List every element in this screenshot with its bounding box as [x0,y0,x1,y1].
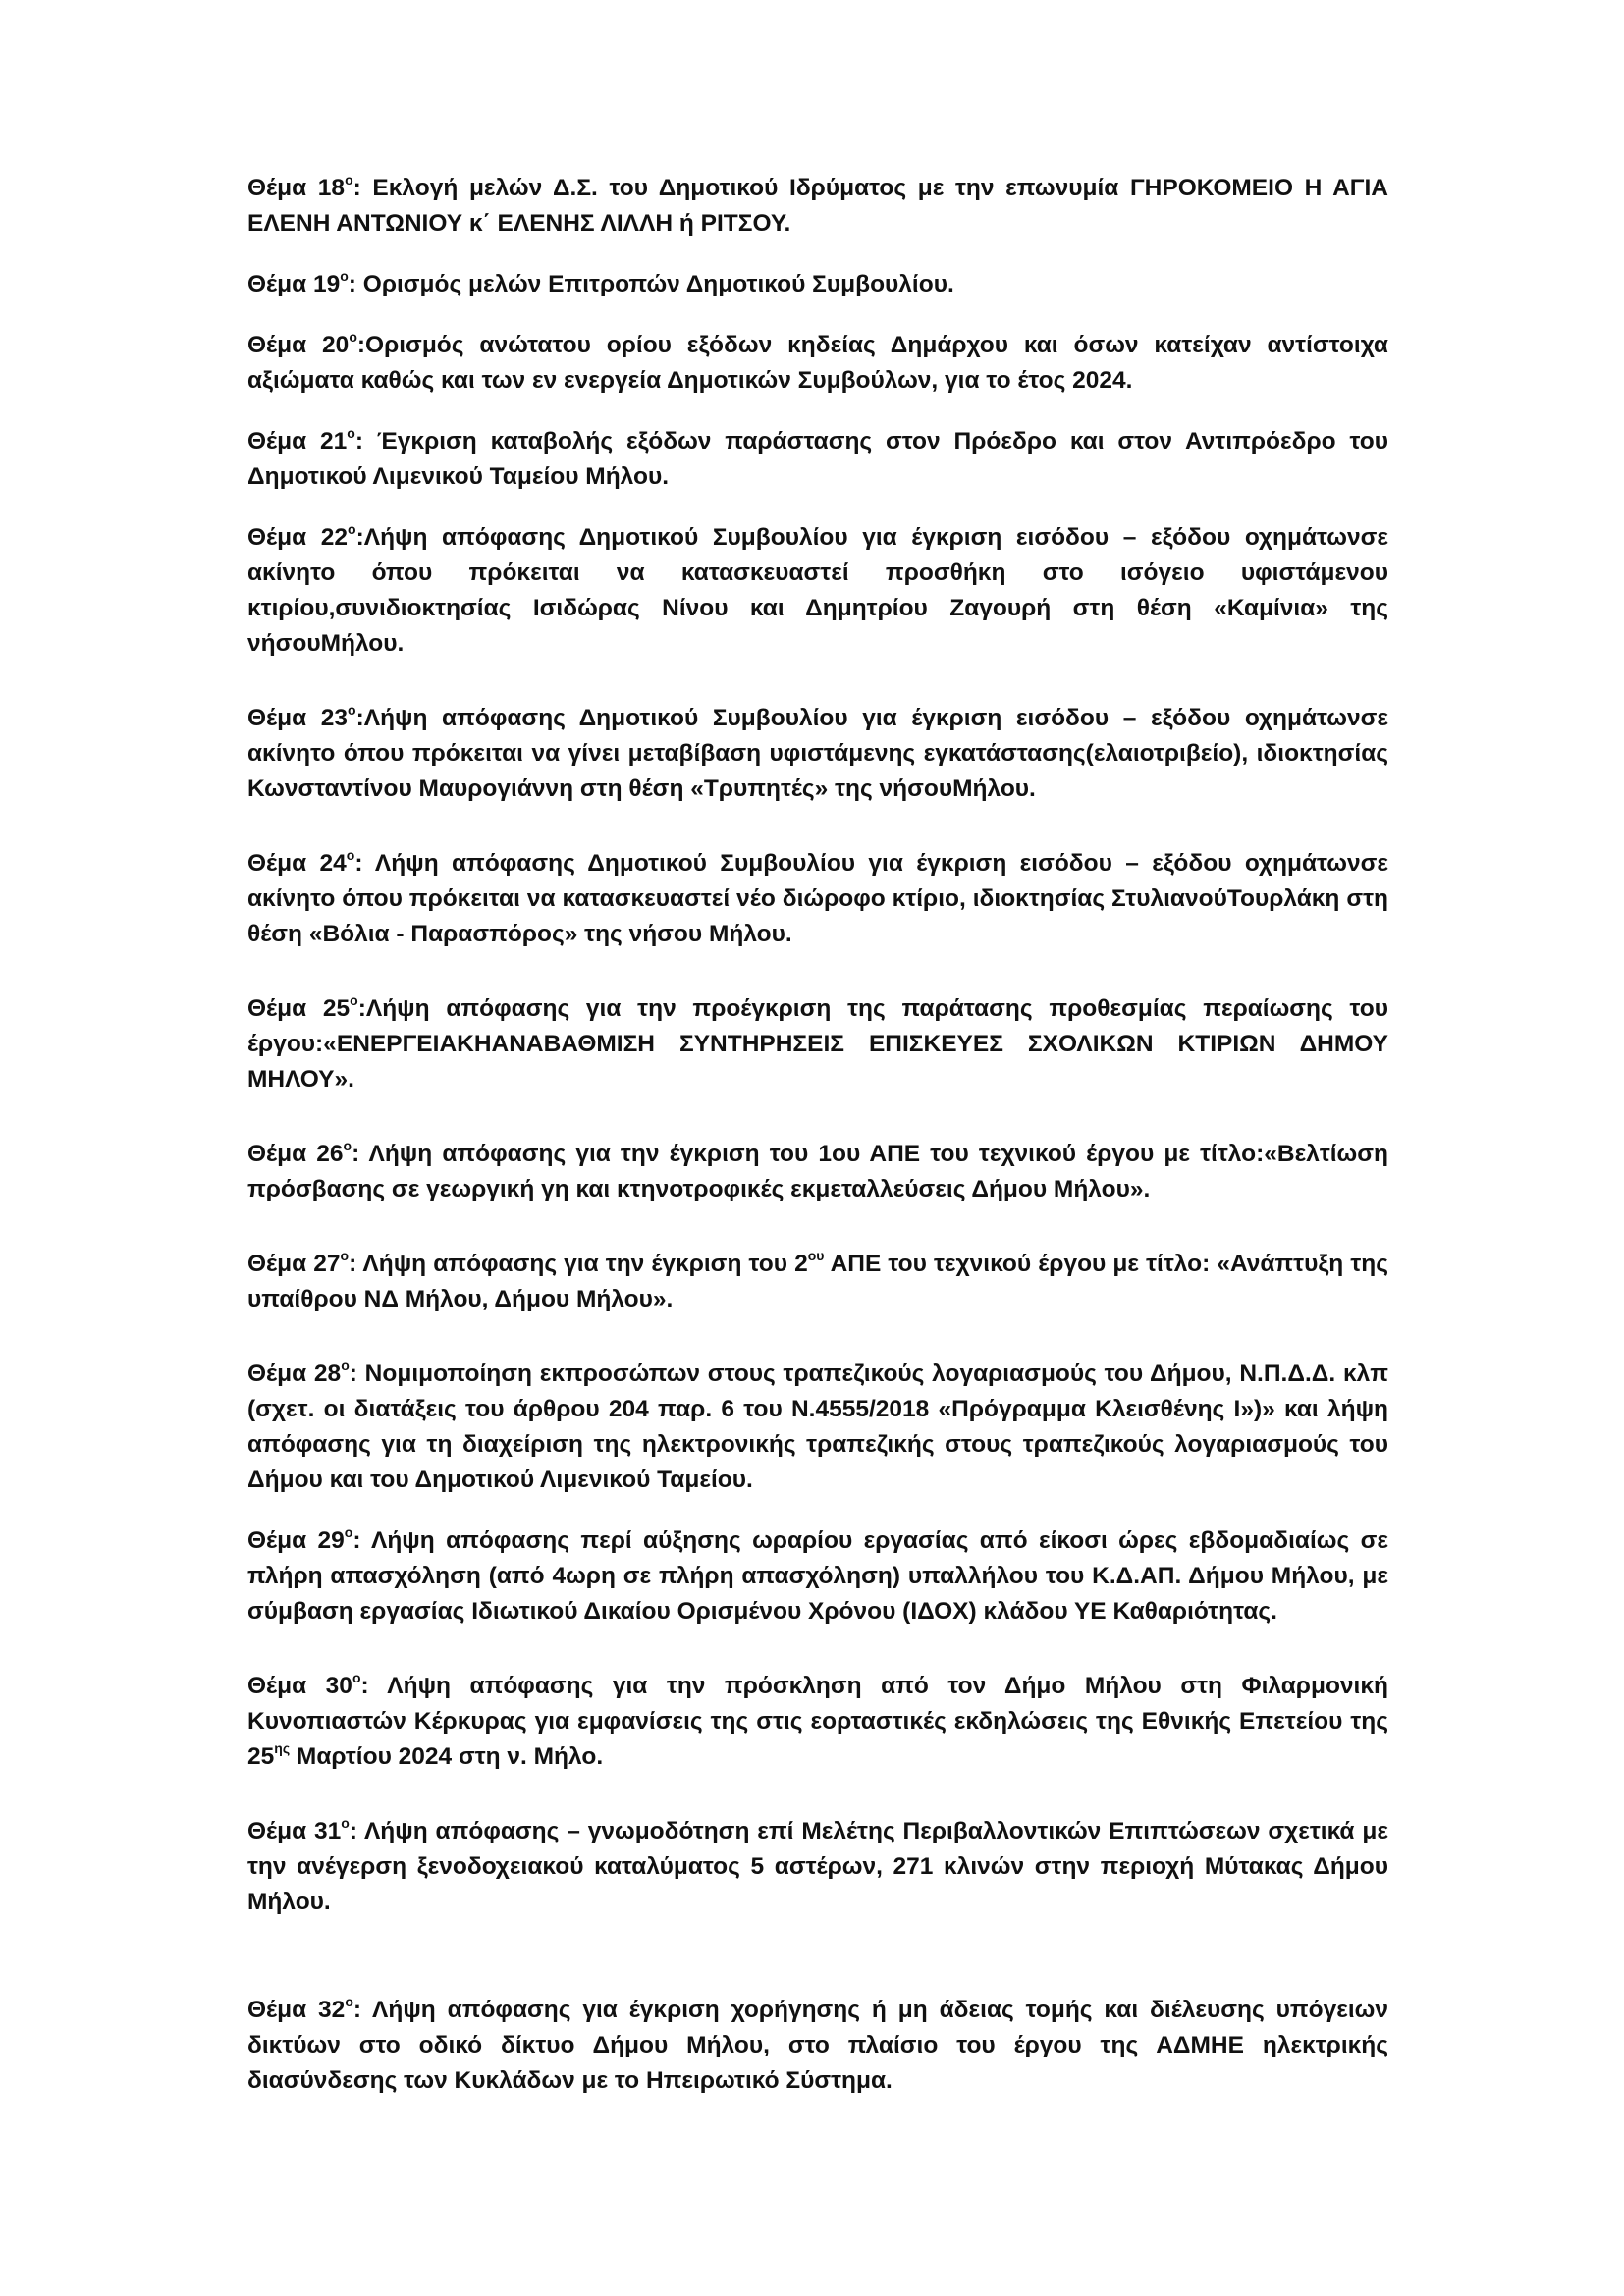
topic-text: : Λήψη απόφασης – γνωμοδότηση επί Μελέτης Περιβαλλοντικών Επιπτώσεων σχετικά με την ανέγερση ξενοδοχειακού καταλύματος 5 αστέρων, 271 κλινών στην περιοχή Μύτακας Δήμου Μήλου. [247,1818,1388,1915]
ordinal-sup: ο [344,1523,353,1540]
topic-text: : Έγκριση καταβολής εξόδων παράστασης στον Πρόεδρο και στον Αντιπρόεδρο του Δημοτικού Λιμενικού Ταμείου Μήλου. [247,428,1388,490]
topic-label: Θέμα 23 [247,705,349,731]
ordinal-sup: ο [341,1357,350,1373]
topic-text: : Λήψη απόφασης για την έγκριση του 2 [349,1251,808,1277]
topic-text: :Λήψη απόφασης για την προέγκριση της παράτασης προθεσμίας περαίωσης του έργου:«ΕΝΕΡΓΕΙΑΚΗΑΝΑΒΑΘΜΙΣΗ ΣΥΝΤΗΡΗΣΕΙΣ ΕΠΙΣΚΕΥΕΣ ΣΧΟΛΙΚΩΝ ΚΤΙΡΙΩΝ ΔΗΜΟΥ ΜΗΛΟΥ». [247,995,1388,1093]
topic-text: : Λήψη απόφασης για έγκριση χορήγησης ή μη άδειας τομής και διέλευσης υπόγειων δικτύων στο οδικό δίκτυο Δήμου Μήλου, στο πλαίσιο του έργου της ΑΔΜΗΕ ηλεκτρικής διασύνδεσης των Κυκλάδων με το Ηπειρωτικό Σύστημα. [247,1997,1388,2094]
ordinal-sup: ο [352,1669,361,1685]
topic-label: Θέμα 28 [247,1361,342,1387]
topic-label: Θέμα 21 [247,428,348,454]
agenda-item-28 [247,1357,1388,1498]
topic-text: : Εκλογή μελών Δ.Σ. του Δημοτικού Ιδρύματος με την επωνυμία ΓΗΡΟΚΟΜΕΙΟ Η ΑΓΙΑ ΕΛΕΝΗ ΑΝΤΩΝΙΟΥ κ΄ ΕΛΕΝΗΣ ΛΙΛΛΗ ή ΡΙΤΣΟΥ. [247,175,1388,237]
ordinal-sup: ο [348,520,356,537]
topic-text: : Λήψη απόφασης Δημοτικού Συμβουλίου για έγκριση εισόδου – εξόδου οχημάτωνσε ακίνητο όπου πρόκειται να κατασκευαστεί νέο διώροφο κτίριο, ιδιοκτησίας ΣτυλιανούΤουρλάκη στη θέση «Βόλια - Παρασπόρος» της νήσου Μήλου. [247,850,1388,947]
topic-label: Θέμα 20 [247,332,350,358]
agenda-item-30 [247,1669,1388,1775]
agenda-item-23 [247,701,1388,807]
agenda-item-24 [247,846,1388,952]
topic-text: ΑΠΕ του τεχνικού έργου με τίτλο: «Ανάπτυξη της υπαίθρου ΝΔ Μήλου, Δήμου Μήλου». [247,1251,1388,1312]
topic-label: Θέμα 25 [247,995,351,1022]
agenda-item-19 [247,267,1388,302]
agenda-item-31 [247,1814,1388,1920]
topic-label: Θέμα 24 [247,850,347,877]
ordinal-sup: ο [340,1247,350,1263]
ordinal-sup: ο [343,1137,352,1153]
ordinal-sup: ο [345,1993,353,2009]
topic-label: Θέμα 22 [247,524,349,551]
agenda-item-26 [247,1137,1388,1207]
topic-label: Θέμα 30 [247,1673,352,1699]
ordinal-sup: ο [341,1814,350,1831]
topic-label: Θέμα 32 [247,1997,346,2023]
ordinal-sup: ης [274,1739,291,1756]
topic-label: Θέμα 18 [247,175,346,201]
agenda-item-22 [247,520,1388,662]
ordinal-sup: ο [346,846,355,863]
ordinal-sup: ο [345,171,353,187]
ordinal-sup: ο [350,991,358,1008]
ordinal-sup: ου [807,1247,825,1263]
topic-text: : Λήψη απόφασης για την πρόσκληση από τον Δήμο Μήλου στη Φιλαρμονική Κυνοπιαστών Κέρκυρας για εμφανίσεις της στις εορταστικές εκδηλώσεις της Εθνικής Επετείου της 25 [247,1673,1388,1770]
topic-text: : Λήψη απόφασης για την έγκριση του 1ου ΑΠΕ του τεχνικού έργου με τίτλο:«Βελτίωση πρόσβασης σε γεωργική γη και κτηνοτροφικές εκμεταλλεύσεις Δήμου Μήλου». [247,1141,1388,1202]
agenda-item-21 [247,424,1388,495]
agenda-item-27 [247,1247,1388,1317]
agenda-item-18 [247,171,1388,241]
topic-label: Θέμα 19 [247,271,341,297]
topic-text: : Ορισμός μελών Επιτροπών Δημοτικού Συμβουλίου. [348,271,954,297]
agenda-document [247,171,1388,2099]
topic-text: :Λήψη απόφασης Δημοτικού Συμβουλίου για έγκριση εισόδου – εξόδου οχημάτωνσε ακίνητο όπου πρόκειται να γίνει μεταβίβαση υφιστάμενης εγκατάστασης(ελαιοτριβείο), ιδιοκτησίας Κωνσταντίνου Μαυρογιάννη στη θέση «Τρυπητές» της νήσουΜήλου. [247,705,1388,802]
topic-text: Μαρτίου 2024 στη ν. Μήλο. [290,1743,604,1770]
ordinal-sup: ο [348,701,356,718]
topic-text: :Λήψη απόφασης Δημοτικού Συμβουλίου για έγκριση εισόδου – εξόδου οχημάτωνσε ακίνητο όπου πρόκειται να κατασκευαστεί προσθήκη στο ισόγειο υφιστάμενου κτιρίου,συνιδιοκτησίας Ισιδώρας Νίνου και Δημητρίου Ζαγουρή στη θέση «Καμίνια» της νήσουΜήλου. [247,524,1388,657]
topic-label: Θέμα 31 [247,1818,342,1844]
ordinal-sup: ο [349,328,357,345]
ordinal-sup: ο [340,267,349,284]
topic-text: : Λήψη απόφασης περί αύξησης ωραρίου εργασίας από είκοσι ώρες εβδομαδιαίως σε πλήρη απασχόληση (από 4ωρη σε πλήρη απασχόληση) υπαλλήλου του Κ.Δ.ΑΠ. Δήμου Μήλου, με σύμβαση εργασίας Ιδιωτικού Δικαίου Ορισμένου Χρόνου (ΙΔΟΧ) κλάδου ΥΕ Καθαριότητας. [247,1527,1388,1625]
agenda-item-20 [247,328,1388,399]
topic-text: : Νομιμοποίηση εκπροσώπων στους τραπεζικούς λογαριασμούς του Δήμου, Ν.Π.Δ.Δ. κλπ (σχετ. οι διατάξεις του άρθρου 204 παρ. 6 του Ν.4555/2018 «Πρόγραμμα Κλεισθένης Ι»)» και λήψη απόφασης για τη διαχείριση της ηλεκτρονικής τραπεζικής στους τραπεζικούς λογαριασμούς του Δήμου και του Δημοτικού Λιμενικού Ταμείου. [247,1361,1388,1493]
agenda-item-29 [247,1523,1388,1629]
topic-text: :Ορισμός ανώτατου ορίου εξόδων κηδείας Δημάρχου και όσων κατείχαν αντίστοιχα αξιώματα καθώς και των εν ενεργεία Δημοτικών Συμβούλων, για το έτος 2024. [247,332,1388,394]
agenda-item-32 [247,1993,1388,2099]
topic-label: Θέμα 27 [247,1251,341,1277]
topic-label: Θέμα 26 [247,1141,344,1167]
agenda-item-25 [247,991,1388,1097]
ordinal-sup: ο [347,424,355,441]
topic-label: Θέμα 29 [247,1527,345,1554]
